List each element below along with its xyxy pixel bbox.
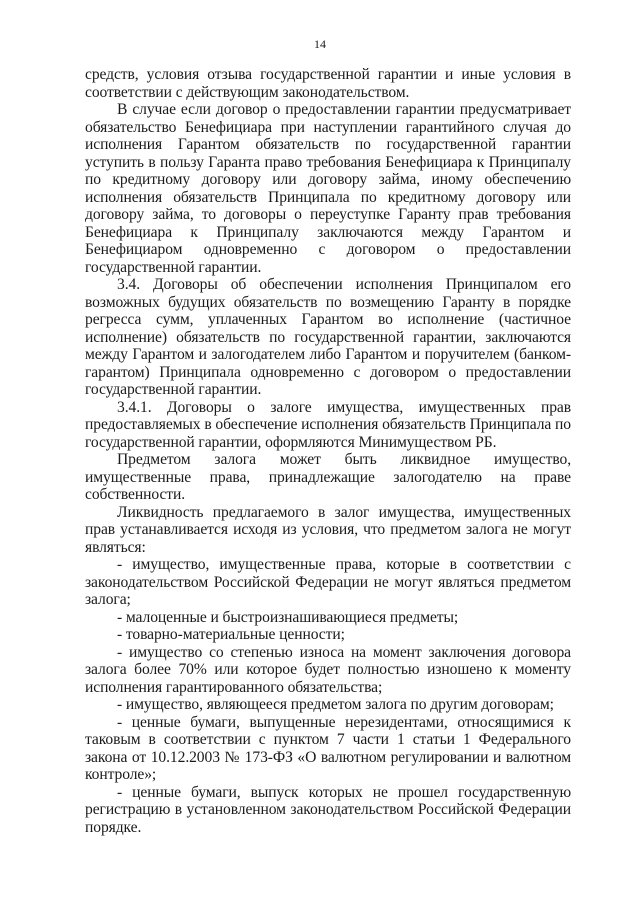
list-item: - малоценные и быстроизнашивающиеся предметы; xyxy=(117,608,459,626)
paragraph-liquidity: Ликвидность предлагаемого в залог имущества, имущественных прав устанавливается исходя из условия, что предметом залога не могут являться: xyxy=(85,503,571,556)
list-item: - ценные бумаги, выпущенные нерезидентами, относящимися к таковым в соответствии с пунктом 7 части 1 статьи 1 Федерального закона от 10.12.2003 № 173-ФЗ «О валютном регулировании и валютном контроле»; xyxy=(85,713,571,783)
list-item: - имущество, являющееся предметом залога по другим договорам; xyxy=(117,696,554,713)
paragraph-section-3-4: 3.4. Договоры об обеспечении исполнения Принципалом его возможных будущих обязательств по возмещению Гаранту в порядке регресса сумм, уплаченных Гарантом во исполнение (частичное исполнение) обязательств по государственной гарантии, заключаются между Гарантом и залогодателем либо Гарантом и поручителем (банком-гарантом) Принципала одновременно с договором о предоставлении государственной гарантии. xyxy=(85,276,571,398)
paragraph-assignment-of-claims: В случае если договор о предоставлении гарантии предусматривает обязательство Бенефициара при наступлении гарантийного случая до исполнения Гарантом обязательств по государственной гарантии уступить в пользу Гаранта право требования Бенефициара к Принципалу по кредитному договору или договору займа, иному обеспечению исполнения обязательств Принципала по кредитному договору или договору займа, то договоры о переуступке Гаранту прав требования Бенефициара к Принципалу заключаются между Гарантом и Бенефициаром одновременно с договором о предоставлении государственной гарантии. xyxy=(85,101,571,276)
list-item: - имущество, имущественные права, которые в соответствии с законодательством Российской Федерации не могут являться предметом залога; xyxy=(85,556,571,608)
list-item: - ценные бумаги, выпуск которых не прошел государственную регистрацию в установленном законодательством Российской Федерации порядке. xyxy=(85,783,571,836)
page-number: 14 xyxy=(314,37,326,51)
list-item: - товарно-материальные ценности; xyxy=(117,626,345,643)
paragraph-pledge-subject: Предметом залога может быть ликвидное имущество, имущественные права, принадлежащие залогодателю на праве собственности. xyxy=(85,451,571,503)
paragraph-continuation: средств, условия отзыва государственной гарантии и иные условия в соответствии с действующим законодательством. xyxy=(85,66,571,101)
paragraph-section-3-4-1: 3.4.1. Договоры о залоге имущества, имущественных прав предоставляемых в обеспечение исполнения обязательств Принципала по государственной гарантии, оформляются Минимуществом РБ. xyxy=(85,398,571,451)
document-body xyxy=(85,66,571,836)
list-item: - имущество со степенью износа на момент заключения договора залога более 70% или которое будет полностью изношено к моменту исполнения гарантированного обязательства; xyxy=(85,643,571,696)
